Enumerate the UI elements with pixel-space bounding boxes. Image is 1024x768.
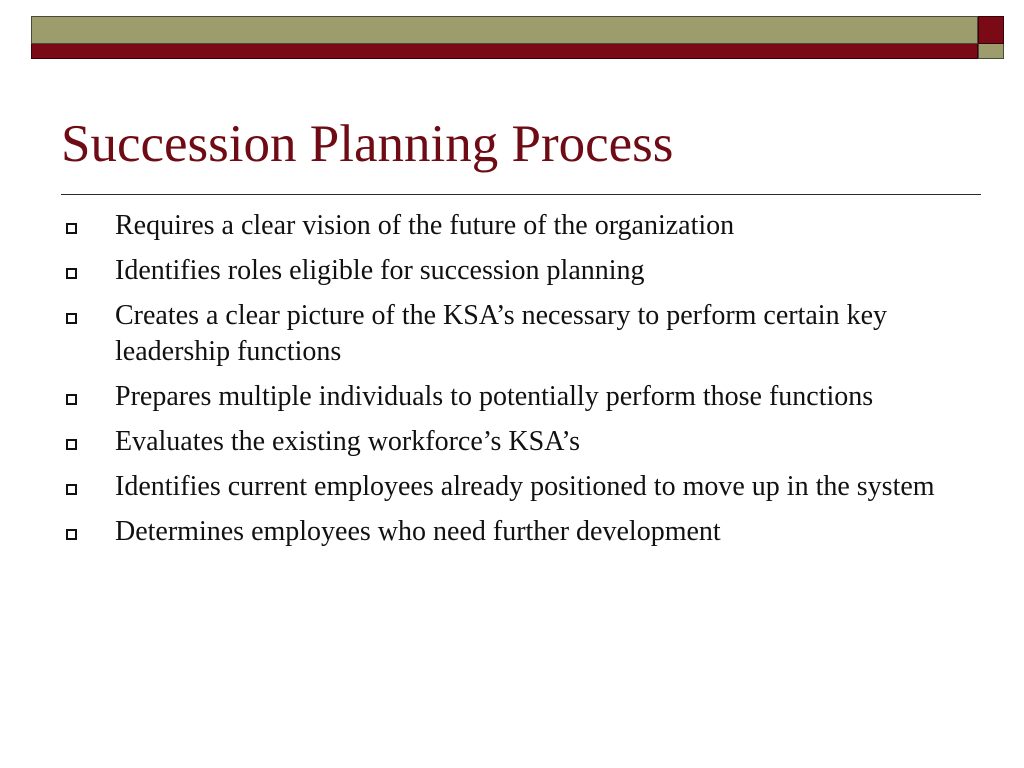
title-divider [61,194,981,195]
hollow-square-bullet-icon [66,529,77,540]
hollow-square-bullet-icon [66,394,77,405]
header-corner-olive [978,44,1004,59]
bullet-item [66,514,966,550]
bullet-item [66,469,966,505]
bullet-item [66,298,966,370]
header-band-maroon [31,44,978,59]
slide-title: Succession Planning Process [61,115,674,173]
bullet-text: Evaluates the existing workforce’s KSA’s [115,426,581,457]
hollow-square-bullet-icon [66,484,77,495]
bullet-text: Prepares multiple individuals to potentially perform those functions [115,381,874,412]
bullet-item [66,253,966,289]
bullet-text: Identifies roles eligible for succession planning [115,255,645,286]
hollow-square-bullet-icon [66,313,77,324]
hollow-square-bullet-icon [66,223,77,234]
hollow-square-bullet-icon [66,268,77,279]
hollow-square-bullet-icon [66,439,77,450]
header-corner-maroon [978,16,1004,44]
bullet-list [66,208,966,559]
bullet-item [66,424,966,460]
bullet-item [66,208,966,244]
bullet-text: Determines employees who need further development [115,516,721,547]
bullet-item [66,379,966,415]
bullet-text: Identifies current employees already positioned to move up in the system [115,471,935,502]
bullet-text: Requires a clear vision of the future of the organization [115,210,735,241]
bullet-text: Creates a clear picture of the KSA’s necessary to perform certain key leadership functions [115,300,888,367]
header-band-olive [31,16,978,44]
